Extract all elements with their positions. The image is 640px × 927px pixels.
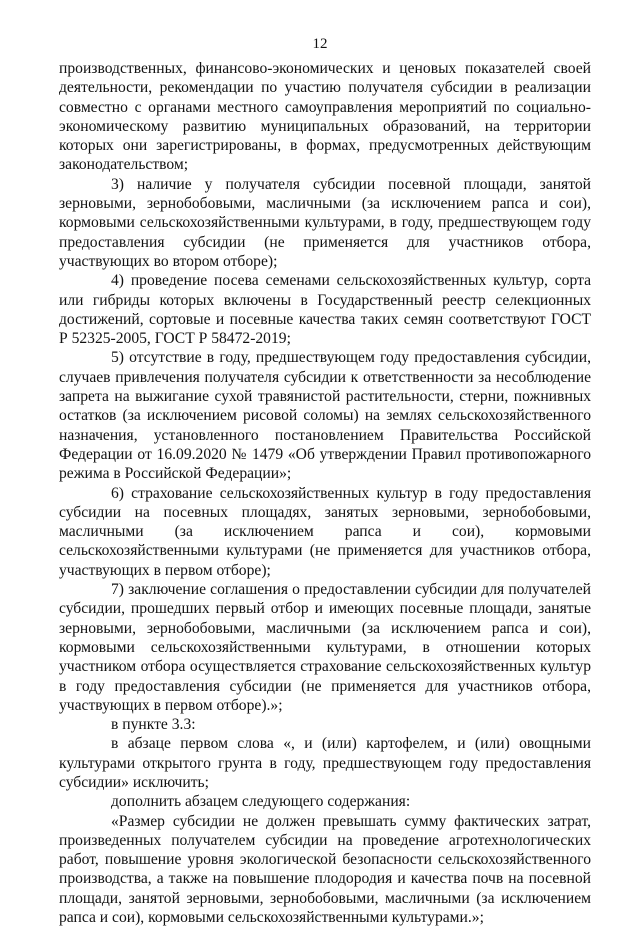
paragraph-item-7: 7) заключение соглашения о предоставлении субсидии для получателей субсидии, прошедших первый отбор и имеющих посевные площади, занятые зерновыми, зернобобовыми, масличными (за исключением рапса и сои), кормовыми сельскохозяйственными культурами, в отношении которых участником отбора осуществляется страхование сельскохозяйственных культур в году предоставления субсидии (не применяется для участников отбора, участвующих в первом отборе).»; xyxy=(59,581,591,714)
paragraph-item-3: 3) наличие у получателя субсидии посевной площади, занятой зерновыми, зернобобовыми, масличными (за исключением рапса и сои), кормовыми сельскохозяйственными культурами, в году, предшествующем году предоставления субсидии (не применяется для участников отбора, участвующих во втором отборе); xyxy=(59,175,591,270)
document-body xyxy=(59,59,591,927)
paragraph-point-3-3: в пункте 3.3: xyxy=(111,716,196,734)
paragraph-item-4: 4) проведение посева семенами сельскохозяйственных культур, сорта или гибриды которых включены в Государственный реестр селекционных достижений, сортовые и посевные качества таких семян соответствуют ГОСТ Р 52325-2005, ГОСТ Р 58472-2019; xyxy=(59,272,591,348)
paragraph-item-6: 6) страхование сельскохозяйственных культур в году предоставления субсидии на посевных площадях, занятых зерновыми, зернобобовыми, масличными (за исключением рапса и сои), кормовыми сельскохозяйственными культурами (не применяется для участников отбора, участвующих в первом отборе); xyxy=(59,484,591,579)
paragraph-first-paragraph-amendment: в абзаце первом слова «, и (или) картофелем, и (или) овощными культурами открытого грунта в году, предшествующем году предоставления субсидии» исключить; xyxy=(59,735,591,791)
paragraph-quoted-text: «Размер субсидии не должен превышать сумму фактических затрат, произведенных получателем субсидии на проведение агротехнологических работ, повышение уровня экологической безопасности сельскохозяйственного производства, а также на повышение плодородия и качества почв на посевной площади, занятой зерновыми, зернобобовыми, масличными (за исключением рапса и сои), кормовыми сельскохозяйственными культурами.»; xyxy=(59,812,591,927)
page-number: 12 xyxy=(312,36,328,52)
paragraph-item-5: 5) отсутствие в году, предшествующем году предоставления субсидии, случаев привлечения получателя субсидии к ответственности за несоблюдение запрета на выжигание сухой травянистой растительности, стерни, пожнивных остатков (за исключением рисовой соломы) на землях сельскохозяйственного назначения, установленного постановлением Правительства Российской Федерации от 16.09.2020 № 1479 «Об утверждении Правил противопожарного режима в Российской Федерации»; xyxy=(59,349,591,483)
paragraph-add-paragraph: дополнить абзацем следующего содержания: xyxy=(111,793,411,811)
paragraph-continuation: производственных, финансово-экономических и ценовых показателей своей деятельности, рекомендации по участию получателя субсидии в реализации совместно с органами местного самоуправления мероприятий по социально-экономическому развитию муниципальных образований, на территории которых они зарегистрированы, в формах, предусмотренных действующим законодательством; xyxy=(59,60,591,174)
